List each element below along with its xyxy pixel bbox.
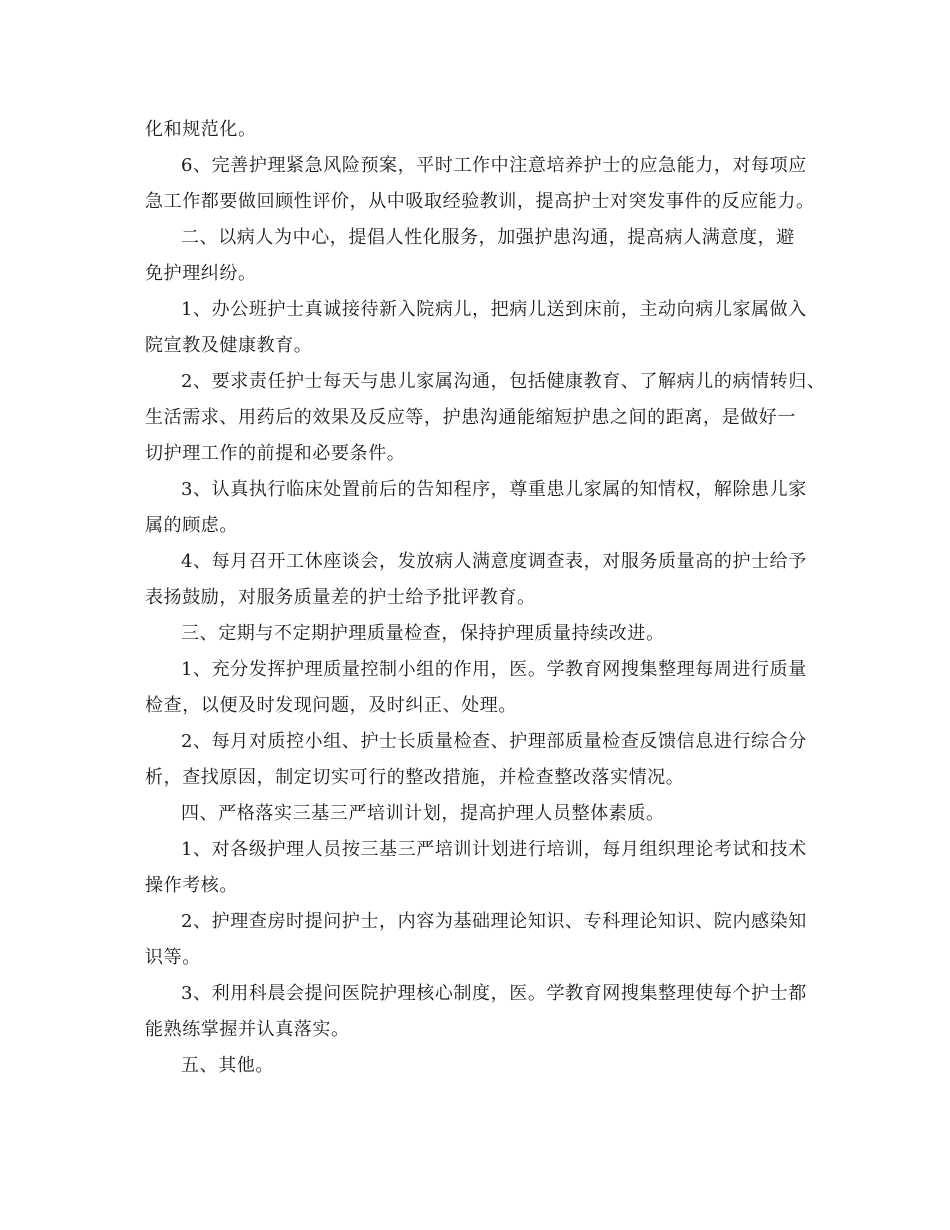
- text-line: 免护理纠纷。: [145, 263, 257, 284]
- document-body: [145, 112, 826, 1084]
- text-line: 3、认真执行临床处置前后的告知程序，尊重患儿家属的知情权，解除患儿家: [181, 479, 807, 500]
- text-line: 院宣教及健康教育。: [145, 335, 313, 356]
- text-line: 识等。: [145, 947, 201, 968]
- text-line: 1、充分发挥护理质量控制小组的作用，医。学教育网搜集整理每周进行质量: [181, 659, 807, 680]
- text-line: 属的顾虑。: [145, 515, 238, 536]
- text-line: 2、护理查房时提问护士，内容为基础理论知识、专科理论知识、院内感染知: [181, 911, 807, 932]
- text-line: 3、利用科晨会提问医院护理核心制度，医。学教育网搜集整理使每个护士都: [181, 983, 807, 1004]
- text-line: 2、要求责任护士每天与患儿家属沟通，包括健康教育、了解病儿的病情转归、: [181, 371, 826, 392]
- text-line: 6、完善护理紧急风险预案，平时工作中注意培养护士的应急能力，对每项应: [181, 155, 807, 176]
- text-line: 切护理工作的前提和必要条件。: [145, 443, 406, 464]
- section-heading: 五、其他。: [181, 1055, 274, 1076]
- text-line: 能熟练掌握并认真落实。: [145, 1019, 350, 1040]
- text-line: 2、每月对质控小组、护士长质量检查、护理部质量检查反馈信息进行综合分: [181, 731, 807, 752]
- text-line: 1、对各级护理人员按三基三严培训计划进行培训，每月组织理论考试和技术: [181, 839, 807, 860]
- text-line: 生活需求、用药后的效果及反应等，护患沟通能缩短护患之间的距离，是做好一: [145, 407, 796, 428]
- section-heading: 二、以病人为中心，提倡人性化服务，加强护患沟通，提高病人满意度，避: [181, 227, 795, 248]
- text-line: 析，查找原因，制定切实可行的整改措施，并检查整改落实情况。: [145, 767, 685, 788]
- text-line: 操作考核。: [145, 875, 238, 896]
- text-line: 急工作都要做回顾性评价，从中吸取经验教训，提高护士对突发事件的反应能力。: [145, 191, 815, 212]
- text-line: 1、办公班护士真诚接待新入院病儿，把病儿送到床前，主动向病儿家属做入: [181, 299, 807, 320]
- section-heading: 三、定期与不定期护理质量检查，保持护理质量持续改进。: [181, 623, 665, 644]
- text-line: 4、每月召开工休座谈会，发放病人满意度调查表，对服务质量高的护士给予: [181, 551, 807, 572]
- text-line: 化和规范化。: [145, 119, 257, 140]
- text-line: 表扬鼓励，对服务质量差的护士给予批评教育。: [145, 587, 536, 608]
- section-heading: 四、严格落实三基三严培训计划，提高护理人员整体素质。: [181, 803, 665, 824]
- text-line: 检查，以便及时发现问题，及时纠正、处理。: [145, 695, 517, 716]
